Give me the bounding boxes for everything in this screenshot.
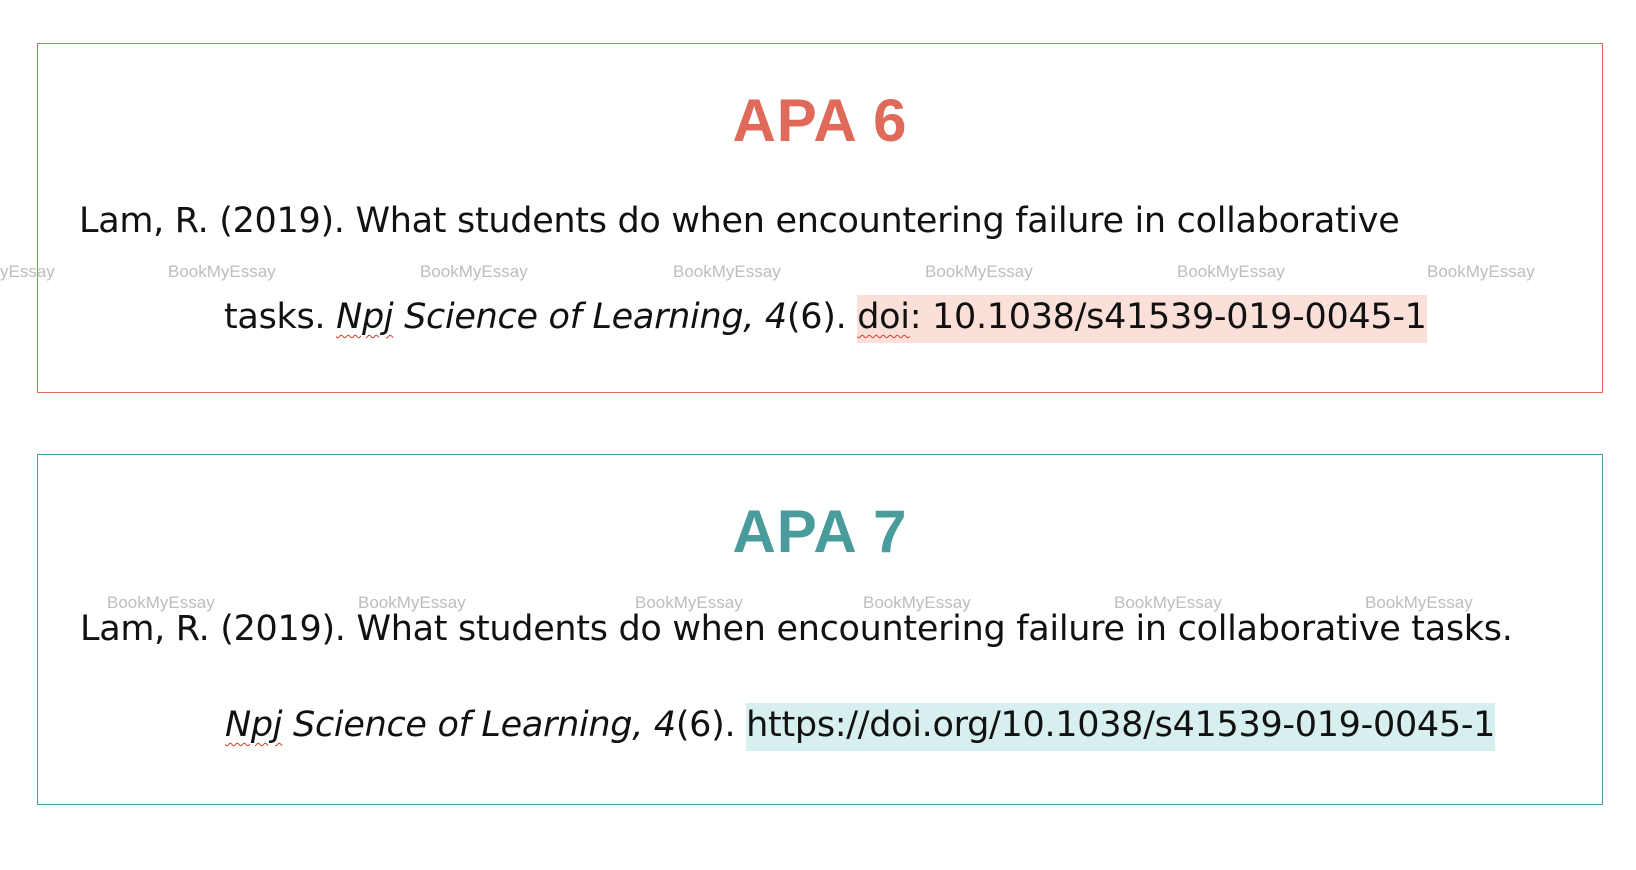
apa6-journal-title	[336, 297, 787, 337]
watermark-text: BookMyEssay	[1177, 262, 1285, 281]
watermark-text: yEssay	[0, 262, 55, 281]
watermark-text: BookMyEssay	[168, 262, 276, 281]
spellcheck-npj: Npj	[225, 705, 283, 745]
spellcheck-doi: doi	[857, 297, 910, 337]
watermark-text: BookMyEssay	[358, 593, 466, 612]
watermark-text: BookMyEssay	[107, 593, 215, 612]
apa6-doi-value: : 10.1038/s41539-019-0045-1	[909, 297, 1427, 337]
apa6-doi-highlight	[857, 295, 1426, 343]
apa7-issue: (6).	[675, 705, 747, 745]
watermark-text: BookMyEssay	[1114, 593, 1222, 612]
watermark-text: BookMyEssay	[420, 262, 528, 281]
apa7-heading: APA 7	[732, 498, 908, 565]
watermark-text: BookMyEssay	[635, 593, 743, 612]
apa7-journal-rest: Science of Learning,	[282, 705, 654, 745]
apa7-journal-title	[225, 705, 676, 745]
apa6-journal-rest: Science of Learning,	[393, 297, 765, 337]
watermark-text: BookMyEssay	[1427, 262, 1535, 281]
apa6-issue: (6).	[786, 297, 858, 337]
spellcheck-npj: Npj	[336, 297, 394, 337]
watermark-text: BookMyEssay	[673, 262, 781, 281]
apa6-heading: APA 6	[732, 87, 908, 154]
apa7-reference-line-2	[225, 705, 1496, 745]
watermark-text: BookMyEssay	[1365, 593, 1473, 612]
watermark-text: BookMyEssay	[863, 593, 971, 612]
apa7-citation-card	[37, 454, 1603, 805]
apa7-volume: 4	[653, 705, 676, 745]
apa7-reference-line-1: Lam, R. (2019). What students do when encountering failure in collaborative tasks.	[80, 609, 1513, 649]
watermark-text: BookMyEssay	[925, 262, 1033, 281]
apa6-citation-card	[37, 43, 1603, 393]
apa6-reference-line-2	[224, 297, 1427, 337]
apa6-line2-prefix: tasks.	[224, 297, 337, 337]
apa7-doi-url-highlight: https://doi.org/10.1038/s41539-019-0045-1	[746, 703, 1495, 751]
apa6-volume: 4	[764, 297, 787, 337]
apa6-reference-line-1: Lam, R. (2019). What students do when encountering failure in collaborative	[79, 201, 1400, 241]
